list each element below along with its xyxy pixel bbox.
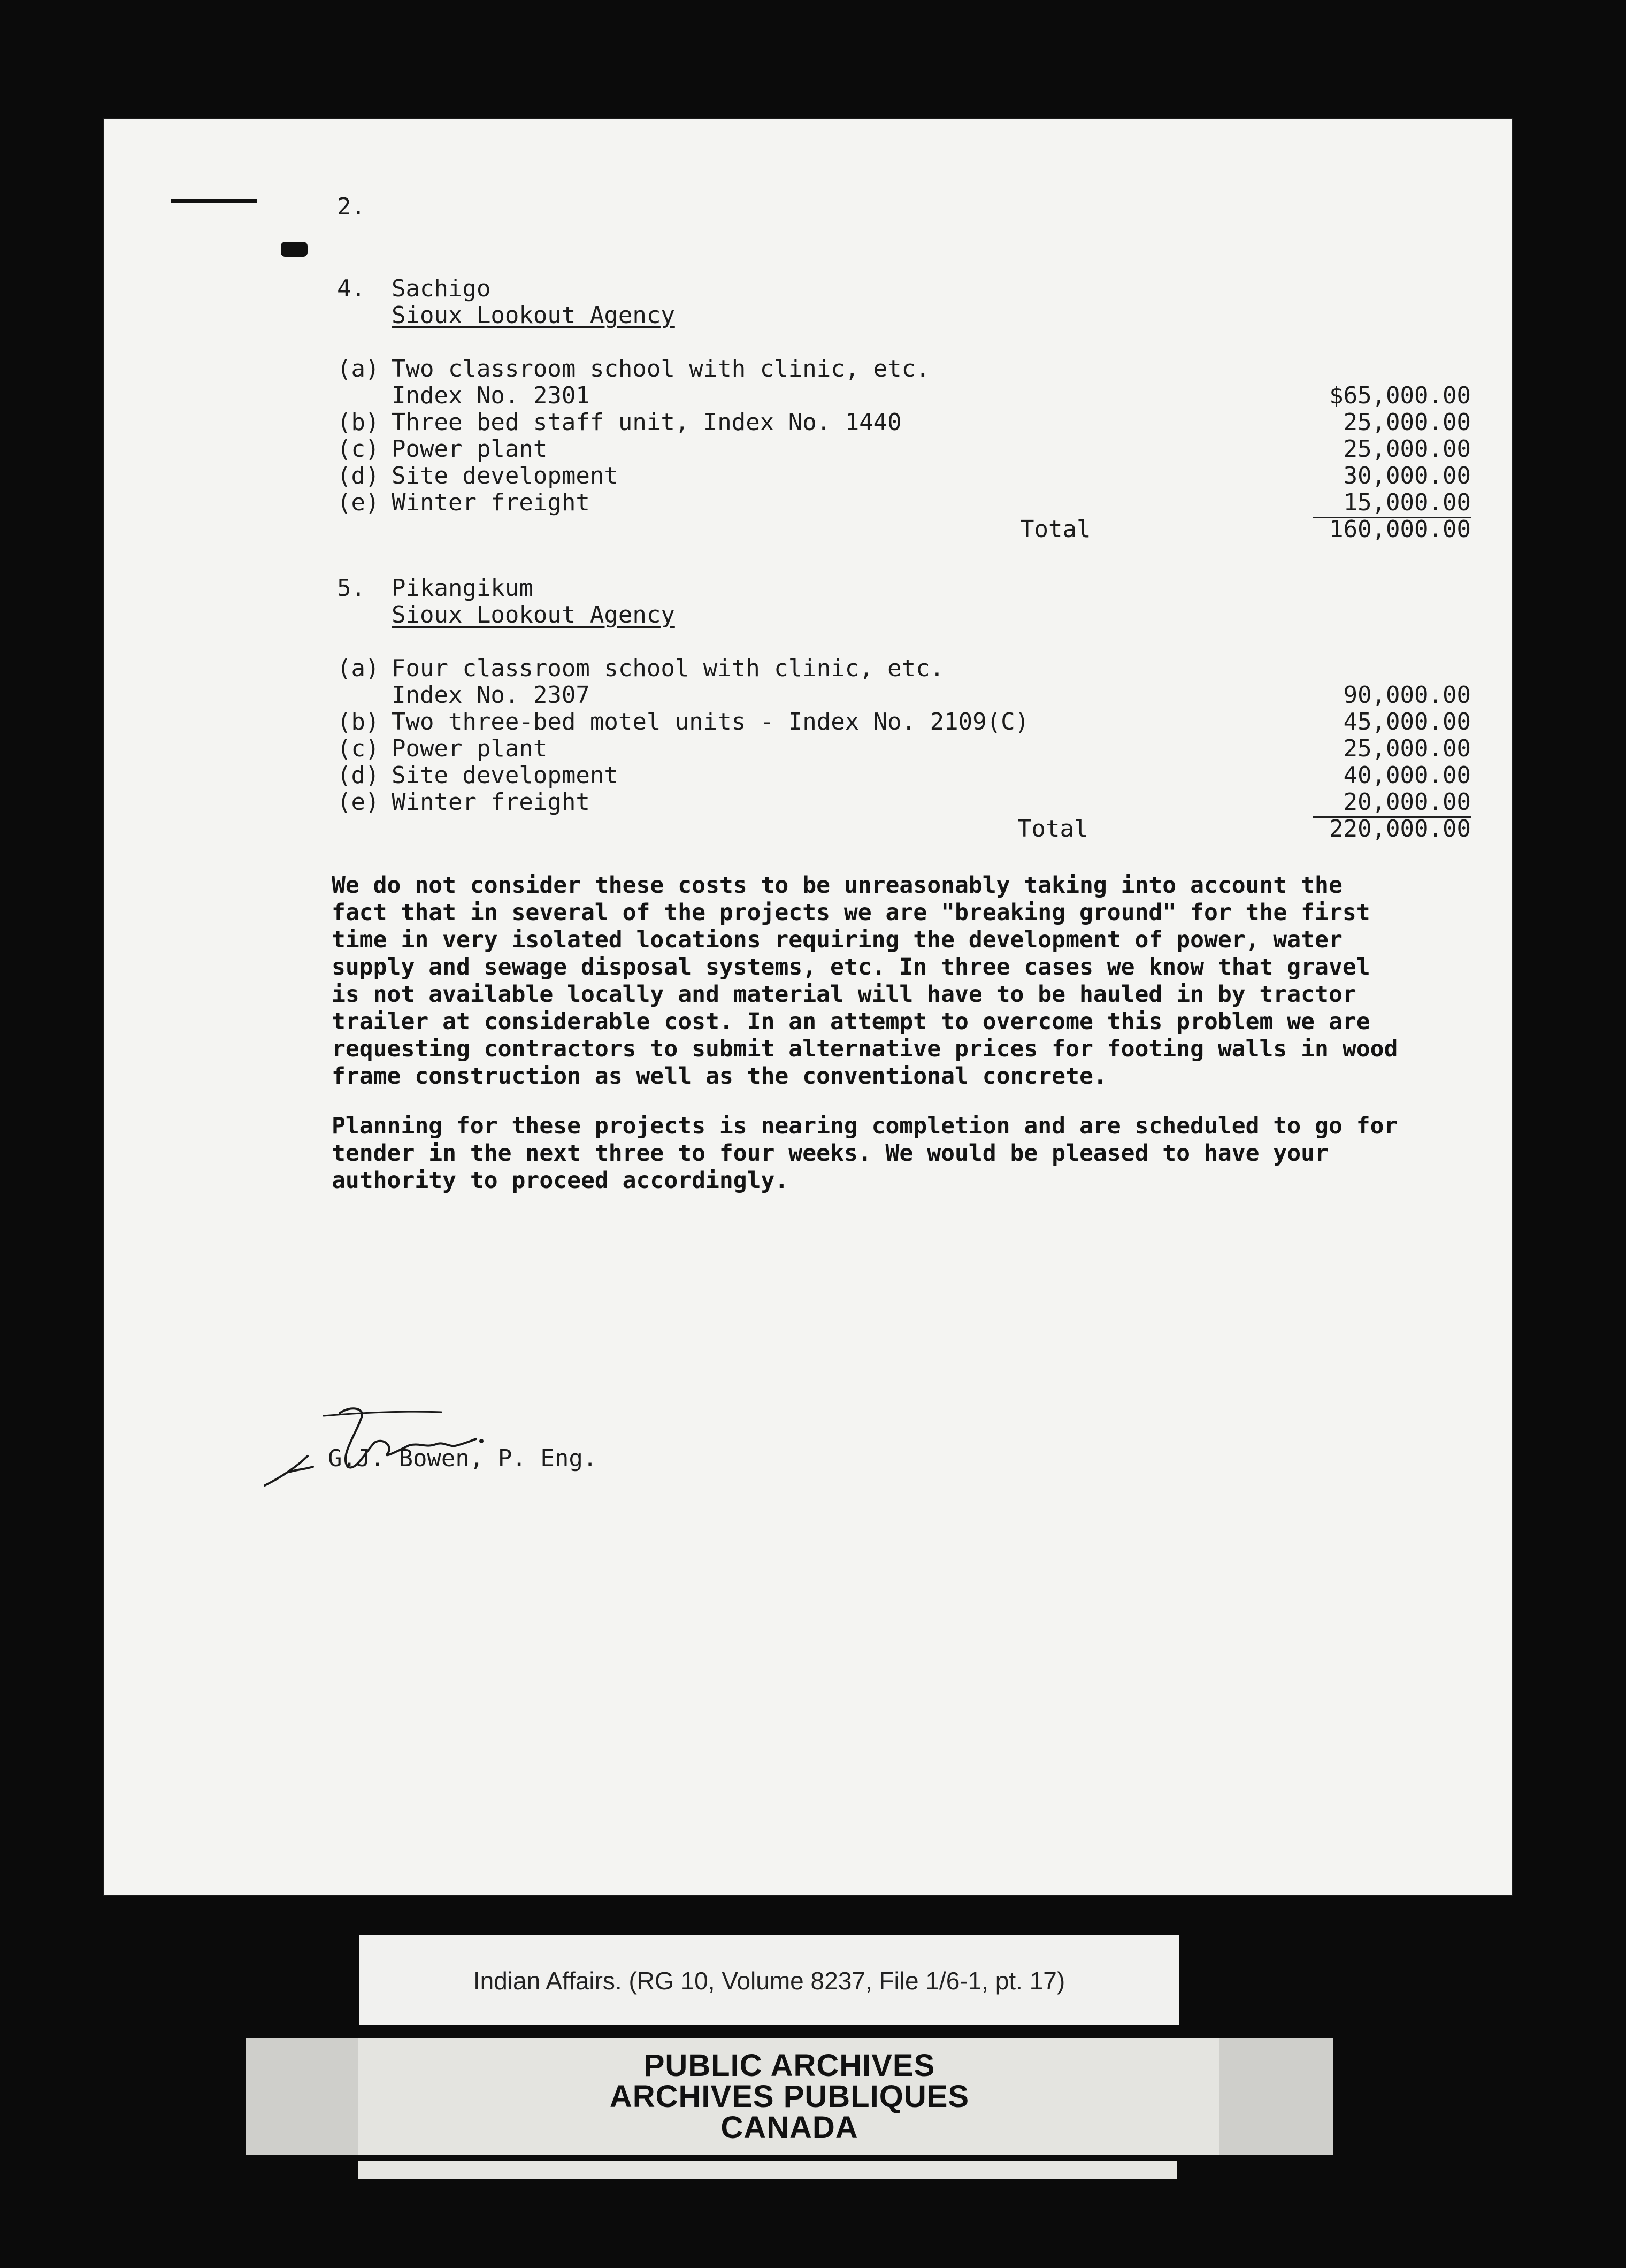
item-desc: Power plant bbox=[392, 735, 548, 762]
item-amount: 20,000.00 bbox=[1343, 788, 1471, 816]
section-5-number: 5. bbox=[337, 574, 365, 602]
section-5-agency: Sioux Lookout Agency bbox=[392, 601, 675, 629]
archive-reference-text: Indian Affairs. (RG 10, Volume 8237, File 1/6-1, pt. 17) bbox=[473, 1967, 1065, 1995]
item-key: (e) bbox=[337, 489, 380, 516]
item-key: (b) bbox=[337, 708, 380, 735]
stamp-line-3: CANADA bbox=[720, 2110, 858, 2145]
total-label: Total bbox=[1020, 516, 1091, 543]
item-amount: 90,000.00 bbox=[1343, 681, 1471, 709]
page-number: 2. bbox=[337, 193, 365, 220]
item-desc: Site development bbox=[392, 462, 618, 489]
item-amount: 30,000.00 bbox=[1343, 462, 1471, 489]
item-amount: $65,000.00 bbox=[1329, 382, 1471, 409]
item-desc: Power plant bbox=[392, 435, 548, 463]
section-4-number: 4. bbox=[337, 275, 365, 302]
archive-strip bbox=[358, 2161, 1177, 2179]
item-desc: Two classroom school with clinic, etc. bbox=[392, 355, 930, 382]
item-desc: Winter freight bbox=[392, 489, 590, 516]
item-key: (d) bbox=[337, 762, 380, 789]
archive-reference-label bbox=[359, 1935, 1179, 2025]
stamp-line-1: PUBLIC ARCHIVES bbox=[643, 2048, 935, 2083]
total-label: Total bbox=[1017, 815, 1088, 842]
item-amount: 25,000.00 bbox=[1343, 409, 1471, 436]
item-amount: 15,000.00 bbox=[1343, 489, 1471, 516]
body-paragraph-2: Planning for these projects is nearing completion and are scheduled to go for tender in the next three to four weeks. We would be pleased to have your authority to proceed accordingly. bbox=[332, 1113, 1398, 1194]
item-key: (d) bbox=[337, 462, 380, 489]
section-5-place: Pikangikum bbox=[392, 574, 533, 602]
body-paragraph-1: We do not consider these costs to be unreasonably taking into account the fact that in several of the projects we are "breaking ground" for the first time in very isolated locations requiring the development of power, water supply and sewage disposal systems, etc. In three cases we know that gravel is not available locally and material will have to be hauled in by tractor trailer at considerable cost. In an attempt to overcome this problem we are requesting contractors to submit alternative prices for footing walls in wood frame construction as well as the conventional concrete. bbox=[332, 872, 1398, 1090]
section-4-agency: Sioux Lookout Agency bbox=[392, 302, 675, 329]
item-desc: Three bed staff unit, Index No. 1440 bbox=[392, 409, 902, 436]
section-total: 160,000.00 bbox=[1329, 516, 1471, 543]
item-key: (c) bbox=[337, 735, 380, 762]
section-total: 220,000.00 bbox=[1329, 815, 1471, 842]
item-key: (b) bbox=[337, 409, 380, 436]
item-key: (a) bbox=[337, 355, 380, 382]
item-desc: Two three-bed motel units - Index No. 2109(C) bbox=[392, 708, 1030, 735]
clip-mark bbox=[281, 242, 308, 257]
item-desc: Site development bbox=[392, 762, 618, 789]
document-page bbox=[104, 119, 1512, 1895]
item-amount: 25,000.00 bbox=[1343, 735, 1471, 762]
item-desc: Winter freight bbox=[392, 788, 590, 816]
item-sub: Index No. 2307 bbox=[392, 681, 590, 709]
item-sub: Index No. 2301 bbox=[392, 382, 590, 409]
stamp-line-2: ARCHIVES PUBLIQUES bbox=[609, 2079, 970, 2114]
item-key: (e) bbox=[337, 788, 380, 816]
section-4-place: Sachigo bbox=[392, 275, 491, 302]
item-desc: Four classroom school with clinic, etc. bbox=[392, 655, 945, 682]
item-amount: 25,000.00 bbox=[1343, 435, 1471, 463]
item-key: (a) bbox=[337, 655, 380, 682]
archive-stamp bbox=[246, 2038, 1333, 2155]
item-key: (c) bbox=[337, 435, 380, 463]
item-amount: 45,000.00 bbox=[1343, 708, 1471, 735]
staple-mark bbox=[171, 199, 257, 203]
signatory-name: G.J. Bowen, P. Eng. bbox=[328, 1445, 597, 1472]
item-amount: 40,000.00 bbox=[1343, 762, 1471, 789]
